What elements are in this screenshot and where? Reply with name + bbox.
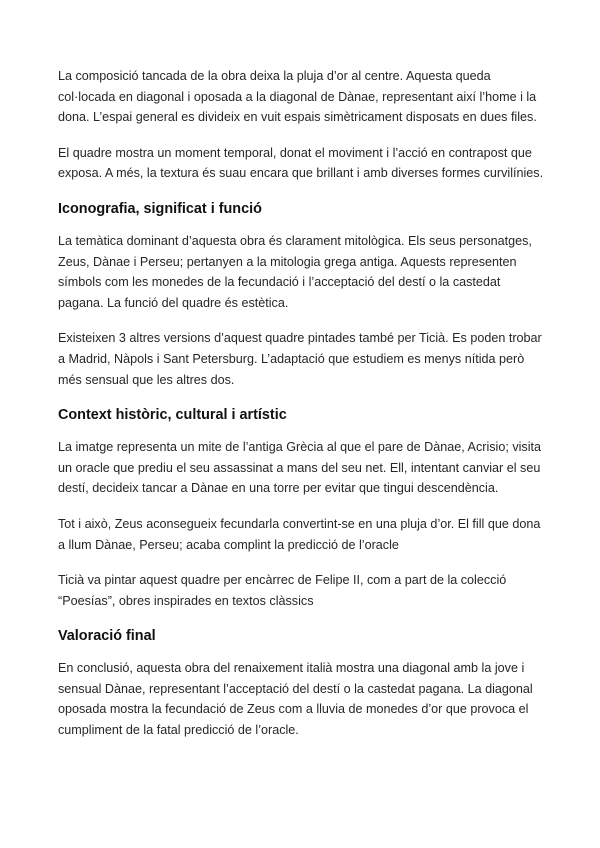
paragraph-versions: Existeixen 3 altres versions d’aquest quadre pintades també per Ticià. Es poden trobar a Madrid, Nàpols i Sant Petersburg. L’adaptació que estudiem es menys nítida però més sensual que les altres dos.	[58, 331, 542, 387]
paragraph-myth: La imatge representa un mite de l’antiga Grècia al que el pare de Dànae, Acrisio; visita un oracle que prediu el seu assassinat a mans del seu net. Ell, intentant canviar el seu destí, decideix tancar a Dànae en una torre per evitar que tingui descendència.	[58, 440, 542, 496]
section-iconography	[58, 199, 548, 390]
document-page	[58, 66, 548, 756]
paragraph-temporal-moment: El quadre mostra un moment temporal, donat el moviment i l’acció en contrapost que exposa. A més, la textura és suau encara que brillant i amb diverses formes curvilínies.	[58, 145, 544, 181]
paragraph-conclusion: En conclusió, aquesta obra del renaixement italià mostra una diagonal amb la jove i sensual Dànae, representant l’acceptació del destí o la castedat pagana. La diagonal oposada mostra la fecundació de Zeus com a lluvia de monedes d’or que provoca el cumpliment de la fatal predicció de l’oracle.	[58, 661, 533, 738]
paragraph-commission: Ticià va pintar aquest quadre per encàrrec de Felipe II, com a part de la colecció “Poesías”, obres inspirades en textos clàssics	[58, 573, 507, 608]
section-heading-iconography: Iconografia, significat i funció	[58, 200, 262, 217]
paragraph-theme: La temàtica dominant d’aquesta obra és clarament mitològica. Els seus personatges, Zeus, Dànae i Perseu; pertanyen a la mitologia grega antiga. Aquests representen símbols com les monedes de la fecundació i l’acceptació del destí o la castedat pagana. La funció del quadre és estètica.	[58, 233, 532, 310]
section-heading-final-assessment: Valoració final	[58, 628, 156, 645]
paragraph-composition: La composició tancada de la obra deixa la pluja d’or al centre. Aquesta queda col·locada en diagonal i oposada a la diagonal de Dànae, representant així l’home i la dona. L’espai general es divideix en vuit espais simètricament disposats en dues files.	[58, 69, 537, 125]
section-heading-context: Context històric, cultural i artístic	[58, 407, 287, 424]
section-context	[58, 405, 548, 611]
paragraph-zeus: Tot i això, Zeus aconsegueix fecundarla convertint-se en una pluja d’or. El fill que dona a llum Dànae, Perseu; acaba complint la predicció de l’oracle	[58, 516, 541, 552]
section-final-assessment	[58, 626, 548, 740]
